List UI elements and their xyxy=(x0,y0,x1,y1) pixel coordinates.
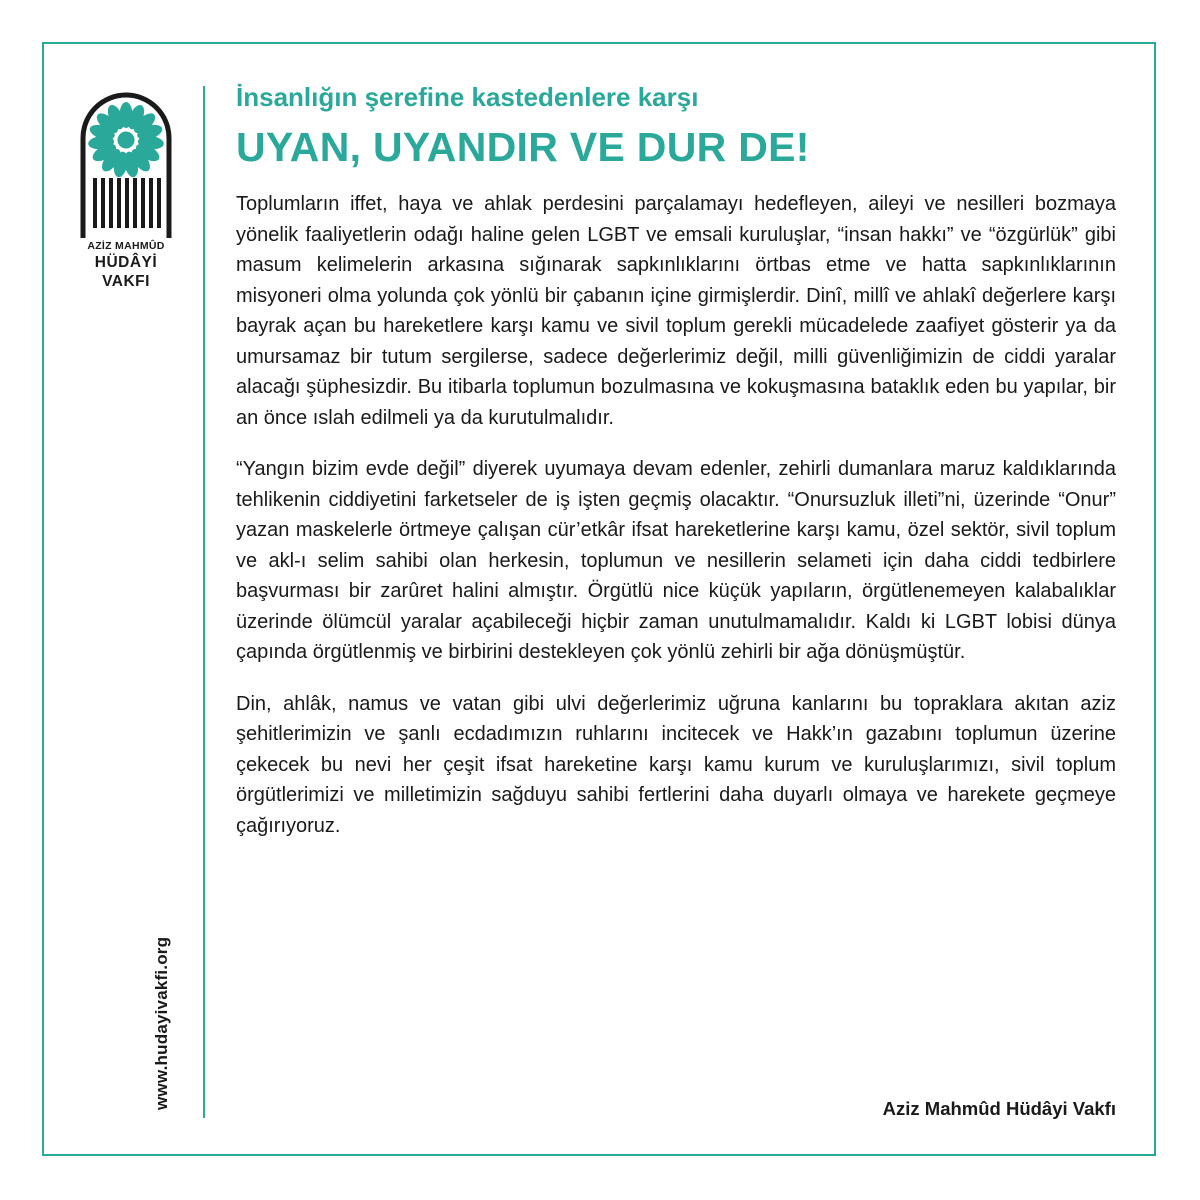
divider-line xyxy=(203,86,205,1118)
signature: Aziz Mahmûd Hüdâyi Vakfı xyxy=(882,1098,1116,1119)
website-link[interactable]: www.hudayivakfi.org xyxy=(152,936,171,1110)
paragraph: “Yangın bizim evde değil” diyerek uyumaya devam edenler, zehirli dumanlara maruz kaldıklarında tehlikenin ciddiyetini farketseler de iş işten geçmiş olacaktır. “Onursuzluk illeti”ni, üzerinde “Onur” yazan maskelerle örtmeye çalışan cür’etkâr ifsat hareketlerine karşı kamu, özel sektör, sivil toplum ve akl-ı selim sahibi olan herkesin, toplumun ve nesillerin selameti için daha ciddi tedbirlere başvurması bir zarûret halini almıştır. Örgütlü nice küçük yapıların, örgütlenemeyen kalabalıklar üzerinde ölümcül yaralar açabileceği hiçbir zaman unutulmamalıdır. Kaldı ki LGBT lobisi dünya çapında örgütlenmiş ve birbirini destekleyen çok yönlü zehirli bir ağa dönüşmüştür. xyxy=(236,458,1116,663)
page-title: UYAN, UYANDIR VE DUR DE! xyxy=(236,124,810,170)
flower-arch-icon xyxy=(80,86,172,238)
paragraph: Din, ahlâk, namus ve vatan gibi ulvi değerlerimiz uğruna kanlarını bu topraklara akıtan aziz şehitlerimizin ve şanlı ecdadımızın ruhlarını incitecek ve Hakk’ın gazabını toplumun üzerine çekecek bu nevi her çeşit ifsat hareketine karşı kamu kurum ve kuruluşlarımızı, sivil toplum örgütlerimizi ve milletimizin sağduyu sahibi fertlerini daha duyarlı olmaya ve harekete geçmeye çağırıyoruz. xyxy=(236,692,1116,837)
foundation-logo xyxy=(80,86,172,290)
logo-org-line2: VAKFI xyxy=(102,273,150,290)
logo-org-small: AZİZ MAHMÛD xyxy=(87,240,165,252)
logo-org-line1: HÜDÂYİ xyxy=(94,254,158,271)
statement-body xyxy=(236,189,1116,862)
page-subtitle: İnsanlığın şerefine kastedenlere karşı xyxy=(236,82,699,112)
paragraph: Toplumların iffet, haya ve ahlak perdesini parçalamayı hedefleyen, aileyi ve nesilleri bozmaya yönelik faaliyetlerin odağı haline gelen LGBT ve emsali kuruluşlar, “insan hakkı” ve “özgürlük” gibi masum kelimelerin arkasına sığınarak sapkınlıklarını örtbas etme ve hatta sapkınlıklarının misyoneri olma yolunda çok yönlü bir çabanın içine girmişlerdir. Dinî, millî ve ahlakî değerlere karşı bayrak açan bu hareketlere karşı kamu ve sivil toplum gerekli mücadelede zaafiyet gösterir ya da umursamaz bir tutum sergilerse, sadece değerlerimiz değil, milli güvenliğimizin de ciddi yaralar alacağı şüphesizdir. Bu itibarla toplumun bozulmasına ve kokuşmasına bataklık eden bu yapılar, bir an önce ıslah edilmeli ya da kurutulmalıdır. xyxy=(236,193,1116,429)
